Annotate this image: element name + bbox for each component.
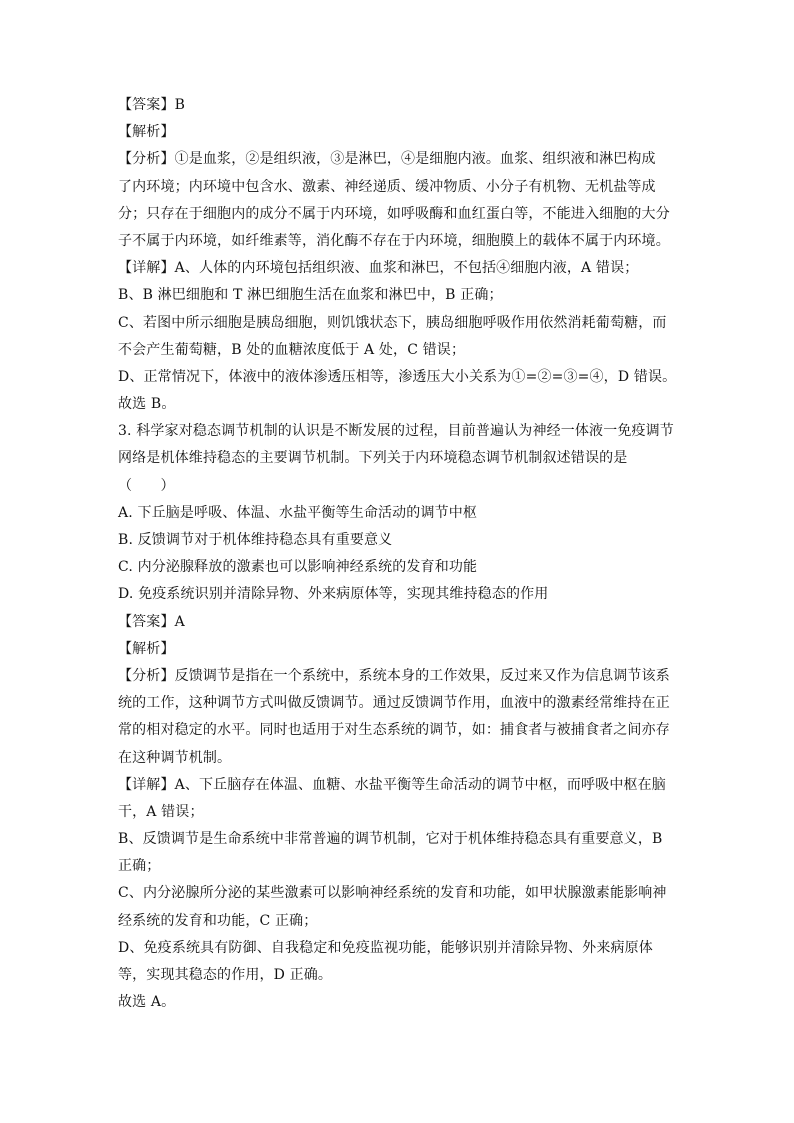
- analysis-text-1d: 子不属于内环境，如纤维素等，消化酶不存在于内环境，细胞膜上的载体不属于内环境。: [118, 232, 670, 249]
- detail-d-3a: D、免疫系统具有防御、自我稳定和免疫监视功能，能够识别并清除异物、外来病原体: [118, 939, 653, 956]
- answer-line-3: 【答案】A: [118, 613, 185, 630]
- detail-c-1b: 不会产生葡萄糖，B 处的血糖浓度低于 A 处，C 错误；: [118, 341, 466, 358]
- detail-d-3b: 等，实现其稳态的作用，D 正确。: [118, 967, 333, 983]
- option-d: D. 免疫系统识别并清除异物、外来病原体等，实现其维持稳态的作用: [118, 586, 549, 603]
- analysis-heading-3: 【解析】: [118, 640, 175, 657]
- question-3-blank: （ ）: [118, 477, 175, 494]
- question-3-stem-a: 3. 科学家对稳态调节机制的认识是不断发展的过程，目前普遍认为神经一体液一免疫调节: [118, 423, 674, 440]
- option-b: B. 反馈调节对于机体维持稳态具有重要意义: [118, 532, 393, 548]
- detail-b-1: B、B 淋巴细胞和 T 淋巴细胞生活在血浆和淋巴中，B 正确；: [118, 287, 503, 304]
- option-a: A. 下丘脑是呼吸、体温、水盐平衡等生命活动的调节中枢: [118, 504, 478, 521]
- analysis-text-3b: 统的工作，这种调节方式叫做反馈调节。通过反馈调节作用，血液中的激素经常维持在正: [118, 695, 670, 712]
- detail-b-3b: 正确；: [118, 858, 161, 875]
- analysis-text-3c: 常的相对稳定的水平。同时也适用于对生态系统的调节，如：捕食者与被捕食者之间亦存: [118, 722, 670, 739]
- analysis-heading-1: 【解析】: [118, 124, 175, 141]
- answer-line-1: 【答案】B: [118, 97, 186, 113]
- document-body: [118, 92, 678, 1016]
- analysis-text-1b: 了内环境；内环境中包含水、激素、神经递质、缓冲物质、小分子有机物、无机盐等成: [118, 178, 656, 195]
- detail-c-3a: C、内分泌腺所分泌的某些激素可以影响神经系统的发育和功能，如甲状腺激素能影响神: [118, 885, 667, 902]
- conclusion-1: 故选 B。: [118, 396, 176, 413]
- detail-a-3b: 干，A 错误；: [118, 803, 204, 820]
- detail-a-3a: 【详解】A、下丘脑存在体温、血糖、水盐平衡等生命活动的调节中枢，而呼吸中枢在脑: [118, 776, 666, 793]
- analysis-text-3a: 【分析】反馈调节是指在一个系统中，系统本身的工作效果，反过来又作为信息调节该系: [118, 667, 670, 684]
- detail-a-1: 【详解】A、人体的内环境包括组织液、血浆和淋巴，不包括④细胞内液，A 错误；: [118, 260, 639, 277]
- conclusion-3: 故选 A。: [118, 994, 176, 1011]
- detail-c-3b: 经系统的发育和功能，C 正确；: [118, 912, 318, 929]
- analysis-text-1a: 【分析】①是血浆，②是组织液，③是淋巴，④是细胞内液。血浆、组织液和淋巴构成: [118, 151, 656, 168]
- analysis-text-3d: 在这种调节机制。: [118, 749, 232, 766]
- detail-c-1a: C、若图中所示细胞是胰岛细胞，则饥饿状态下，胰岛细胞呼吸作用依然消耗葡萄糖，而: [118, 314, 667, 331]
- question-3-stem-b: 网络是机体维持稳态的主要调节机制。下列关于内环境稳态调节机制叙述错误的是: [118, 450, 628, 467]
- detail-b-3a: B、反馈调节是生命系统中非常普遍的调节机制，它对于机体维持稳态具有重要意义，B: [118, 831, 663, 848]
- detail-d-1: D、正常情况下，体液中的液体渗透压相等，渗透压大小关系为①=②=③=④，D 错误。: [118, 368, 677, 385]
- option-c: C. 内分泌腺释放的激素也可以影响神经系统的发育和功能: [118, 559, 478, 576]
- analysis-text-1c: 分；只存在于细胞内的成分不属于内环境，如呼吸酶和血红蛋白等，不能进入细胞的大分: [118, 205, 670, 222]
